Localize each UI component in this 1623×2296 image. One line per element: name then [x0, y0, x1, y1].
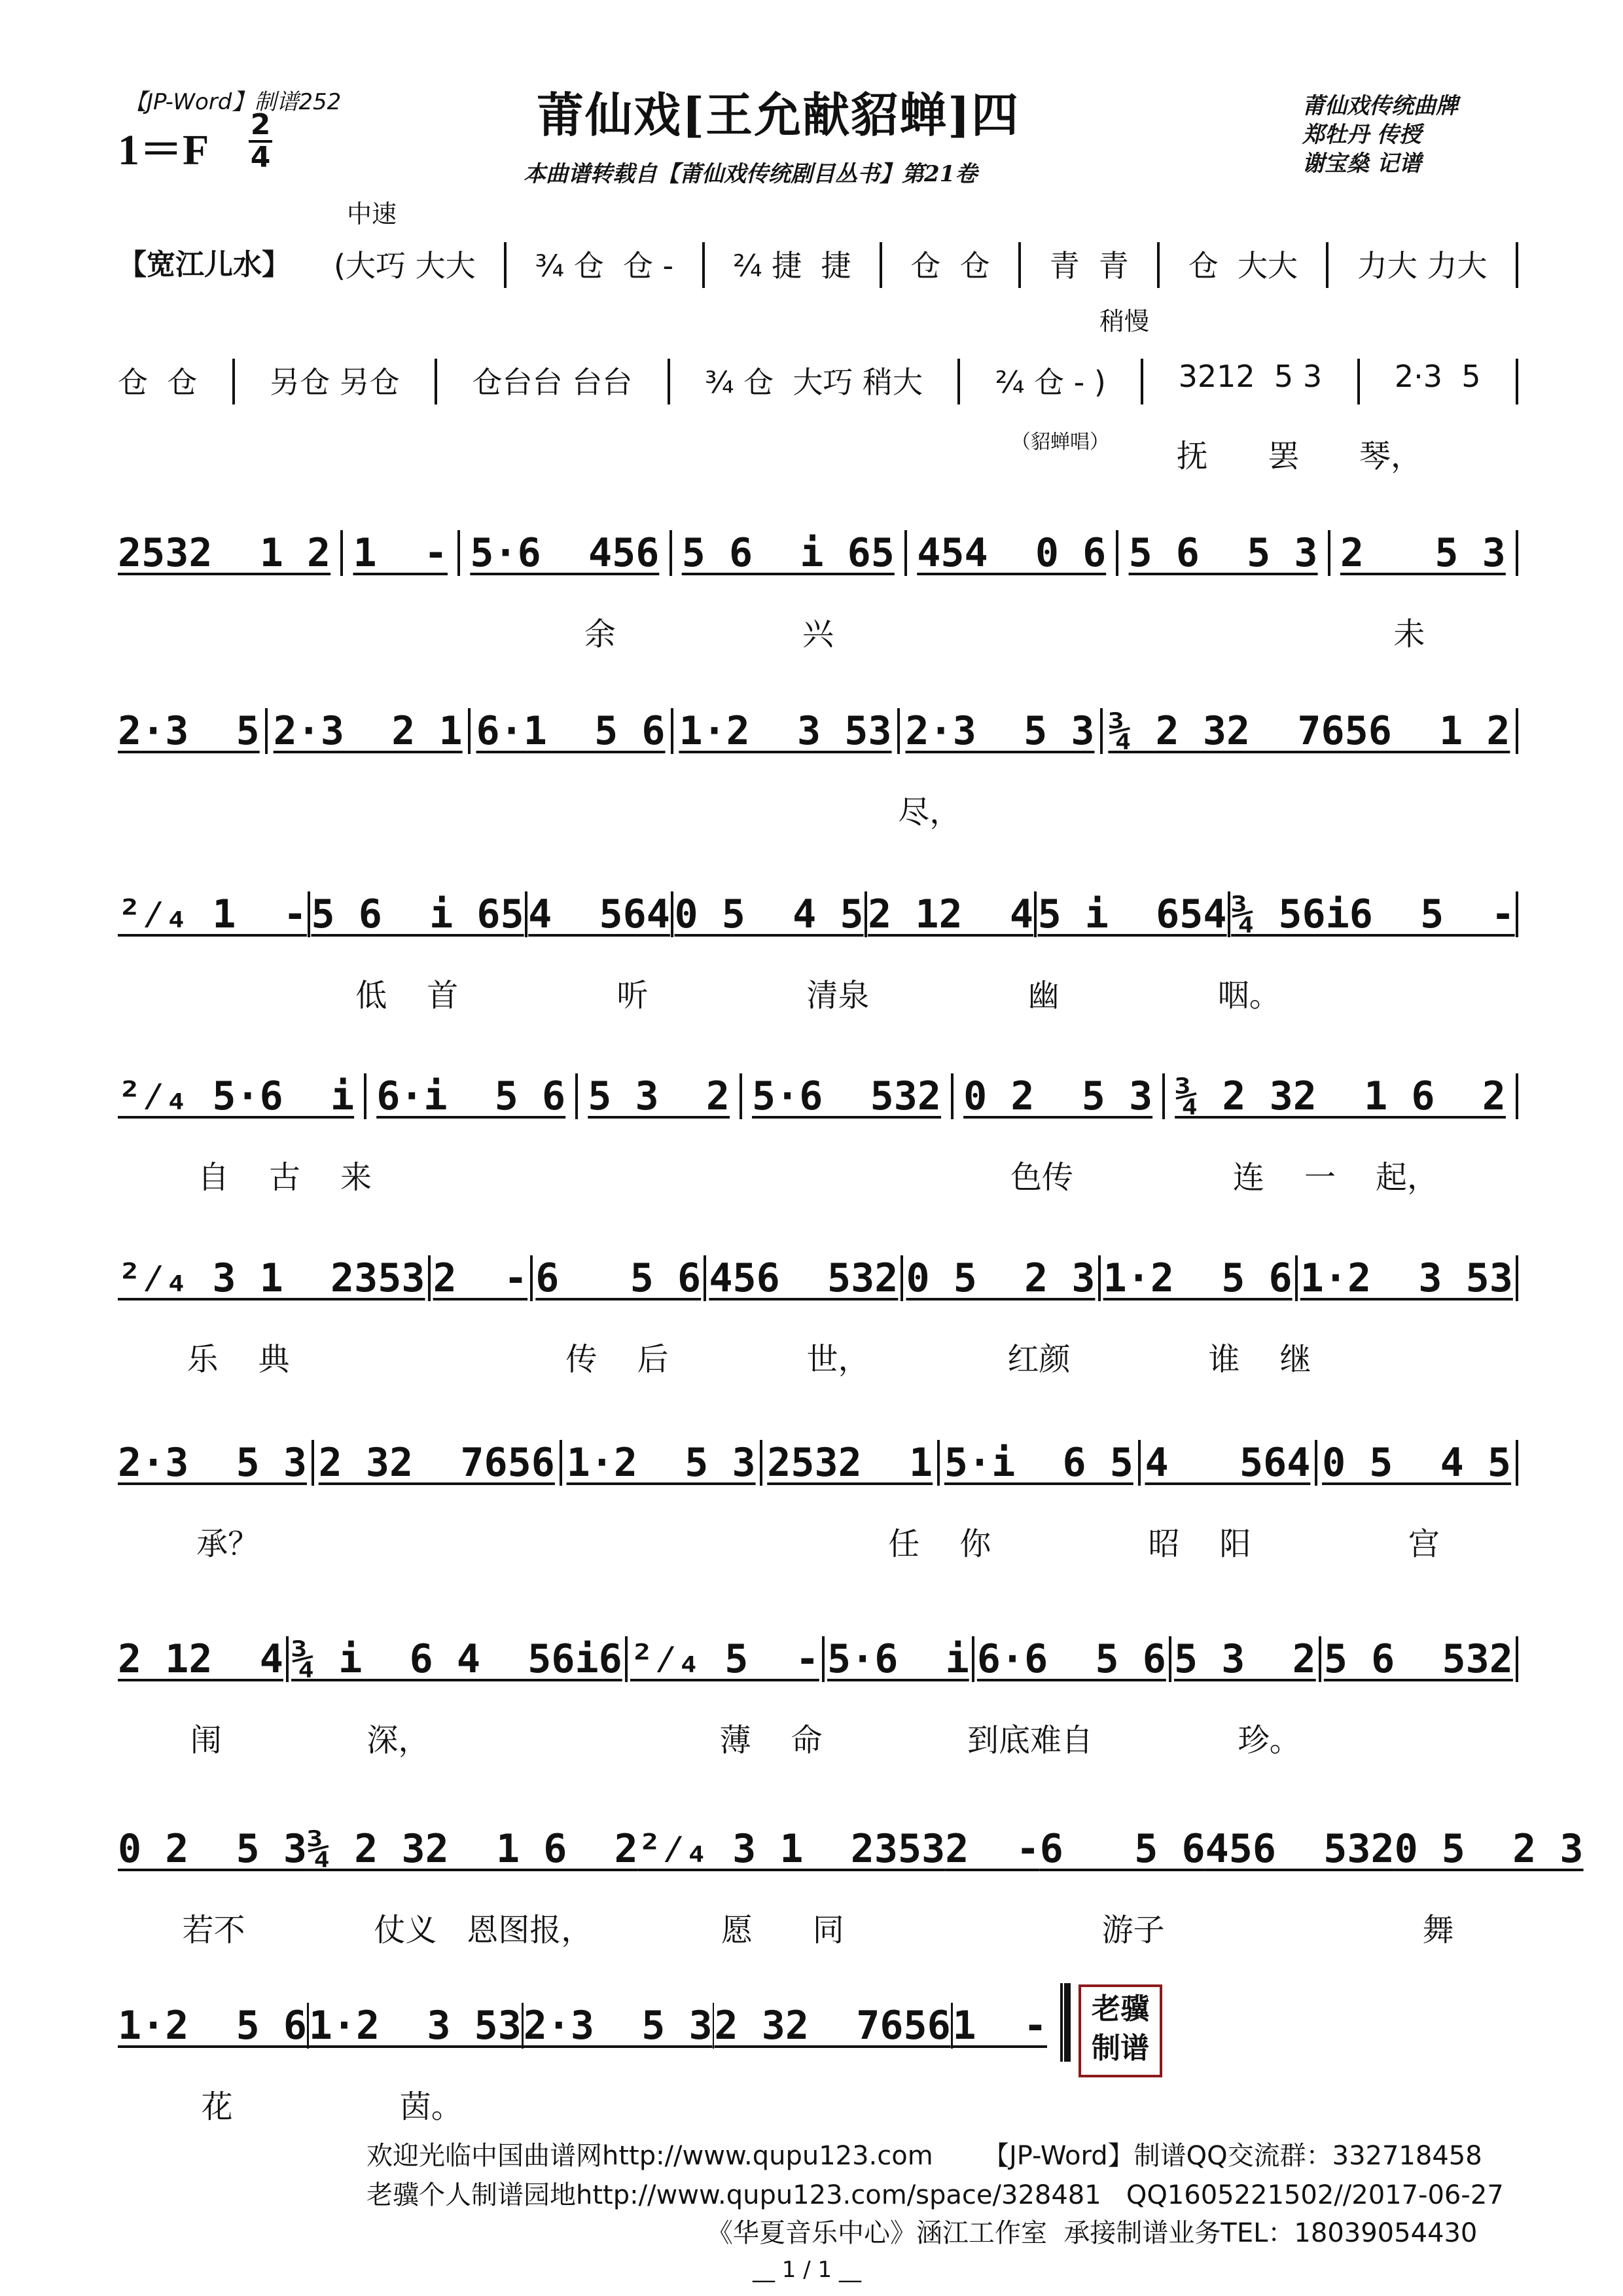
barline [822, 1636, 825, 1682]
notes-row [118, 1636, 1518, 1685]
measure: 2532 1 [767, 1440, 933, 1486]
final-barline [1060, 1983, 1071, 2062]
lyric: 兴 [802, 616, 834, 653]
barline [1138, 1440, 1141, 1486]
lyrics-row [118, 609, 1518, 654]
barline [1116, 530, 1118, 576]
barline [740, 1073, 742, 1119]
lyric: 连 一 起， [1232, 1159, 1438, 1196]
barline [504, 242, 507, 288]
measure: 2·3 5 3 [523, 2003, 713, 2049]
measure: 2 12 4 [868, 891, 1033, 937]
barline [1100, 708, 1103, 754]
measure: ²⁄₄ 3 1 2353 [118, 1255, 425, 1301]
lyrics-row [118, 1715, 1518, 1760]
barline [1315, 1440, 1317, 1486]
measure: (大巧 大大 [334, 248, 476, 283]
measure: 2532 1 2 [118, 530, 331, 576]
barline [1516, 1255, 1518, 1301]
barline [1516, 1636, 1518, 1682]
tempo-marking: 中速 [347, 200, 397, 228]
measure: 0 5 4 5 [1322, 1440, 1512, 1486]
notes-row [118, 2003, 1047, 2049]
lyrics-row [118, 2081, 1047, 2126]
measure: ¾ 2 32 7656 1 2 [1108, 708, 1510, 754]
measure: 2·3 5 3 [905, 708, 1095, 754]
measure: ¾ i 6 4 56i6 [291, 1636, 622, 1682]
measure: 仓 仓 [118, 365, 198, 400]
measure: 力大 力大 [1357, 248, 1488, 283]
maker-tag: 【JP-Word】制谱252 [124, 89, 342, 115]
measure: 5 6 i 65 [311, 891, 524, 937]
barline [265, 708, 268, 754]
barline [669, 530, 672, 576]
measure: 6·1 5 6 [476, 708, 666, 754]
measure: ¾ 仓 仓 - [535, 248, 674, 283]
measure: 5 6 i 65 [681, 530, 895, 576]
measure: 2 32 7656 [318, 1440, 555, 1486]
barline [1319, 1636, 1321, 1682]
measure: 2·3 5 [1394, 359, 1481, 394]
measure: 454 0 6 [917, 530, 1107, 576]
barline [457, 530, 460, 576]
barline [232, 359, 235, 404]
stamp-line: 制谱 [1092, 2032, 1149, 2065]
measure: 1·2 3 53 [679, 708, 892, 754]
barline [312, 1440, 314, 1486]
measure: ²⁄₄ 1 - [118, 891, 307, 937]
measure: 6·6 5 6 [976, 1636, 1166, 1682]
measure: 1·2 3 53 [308, 2003, 522, 2049]
lyric: 世， [806, 1341, 870, 1378]
barline [1034, 891, 1037, 937]
barline [1228, 891, 1230, 937]
lyric: 听 [616, 977, 649, 1014]
measure: 1·2 5 6 [118, 2003, 307, 2049]
lyrics-row [118, 1152, 1518, 1197]
measure: 5 6 5 3 [1128, 530, 1318, 576]
lyric: 珍。 [1238, 1722, 1301, 1759]
lyric: 色传 [1010, 1159, 1073, 1196]
measure: 5·6 i [827, 1636, 969, 1682]
lyric: 承？ [196, 1526, 260, 1562]
notes-row [118, 891, 1518, 940]
measure: 456 532 [1205, 1826, 1395, 1872]
measure: 0 5 4 5 [674, 891, 864, 937]
measure: 1·2 5 3 [566, 1440, 756, 1486]
notes-row [118, 1073, 1518, 1122]
credit-line: 郑牡丹 传授 [1302, 122, 1421, 148]
notes-row [334, 242, 1518, 288]
lyric: 乐 典 [187, 1341, 290, 1378]
footer-line: 欢迎光临中国曲谱网http://www.qupu123.com 【JP-Word】制谱QQ交流群：332718458 [366, 2141, 1482, 2171]
barline [286, 1636, 289, 1682]
page-title: 莆仙戏[王允献貂蝉]四 [537, 87, 1020, 143]
lyric: 到底难自 [967, 1722, 1094, 1759]
lyrics-row [118, 431, 1518, 476]
page-number: __ 1 / 1 __ [753, 2257, 861, 2283]
lyric: 咽。 [1217, 977, 1281, 1014]
notes-row [118, 1440, 1518, 1486]
barline [1018, 242, 1021, 288]
barline [435, 359, 437, 404]
barline [1162, 1073, 1165, 1119]
measure: 3212 5 3 [1178, 359, 1323, 394]
maker-stamp [1079, 1984, 1162, 2077]
barline [1357, 359, 1360, 404]
barline [904, 530, 907, 576]
measure: 4 564 [528, 891, 670, 937]
measure: 2 - [945, 1826, 1040, 1872]
barline [575, 1073, 578, 1119]
lyric: 闱 [190, 1722, 222, 1759]
source-note: 本曲谱转载自【莆仙戏传统剧目丛书】第21卷 [524, 161, 978, 187]
measure: ²⁄₄ 仓 - ) [995, 365, 1106, 400]
barline [897, 708, 900, 754]
barline [1326, 242, 1329, 288]
lyric: 游子 [1101, 1912, 1165, 1948]
meter-top: 2 [250, 108, 271, 141]
barline [428, 1255, 431, 1301]
barline [1098, 1255, 1101, 1301]
measure: 2·3 5 [118, 708, 260, 754]
measure: 2·3 2 1 [273, 708, 463, 754]
measure: 1·2 3 53 [1300, 1255, 1513, 1301]
measure: 0 2 5 3 [118, 1826, 307, 1872]
notes-row [118, 1255, 1518, 1304]
barline [865, 891, 867, 937]
barline [308, 891, 310, 937]
barline [340, 530, 343, 576]
barline [1157, 242, 1160, 288]
lyric: 茵。 [399, 2089, 463, 2125]
credit-line: 莆仙戏传统曲牌 [1302, 93, 1458, 119]
barline [468, 708, 471, 754]
barline [1141, 359, 1143, 404]
barline [625, 1636, 628, 1682]
time-signature [247, 110, 274, 173]
stamp-line: 老骥 [1092, 1992, 1149, 2026]
measure: 2·3 5 3 [118, 1440, 307, 1486]
barline [880, 242, 882, 288]
lyric: 传 后 [565, 1341, 669, 1378]
credits [1302, 92, 1525, 178]
measure: 1·2 5 6 [1103, 1255, 1293, 1301]
qupai-label: 【宽江儿水】 [118, 248, 291, 281]
lyric: 花 [201, 2089, 233, 2125]
measure: 5 i 654 [1037, 891, 1227, 937]
measure: ¾ 仓 大巧 稍大 [704, 365, 923, 400]
measure: 2 12 4 [118, 1636, 283, 1682]
measure: 6 5 6 [535, 1255, 702, 1301]
barline [704, 1255, 706, 1301]
notes-row [118, 359, 1518, 404]
footer-line: 老骥个人制谱园地http://www.qupu123.com/space/328481 QQ1605221502//2017-06-27 [366, 2180, 1504, 2210]
barline [1516, 1440, 1518, 1486]
notes-row [118, 530, 1518, 576]
measure: ¾ 2 32 1 6 2 [306, 1826, 638, 1872]
measure: ²⁄₄ 捷 捷 [733, 248, 851, 283]
measure: 5·i 6 5 [944, 1440, 1133, 1486]
lyric: 愿 同 [721, 1912, 844, 1948]
measure: 456 532 [709, 1255, 899, 1301]
lyrics-row [118, 787, 1518, 832]
barline [671, 891, 673, 937]
key-signature: 1＝F [118, 126, 209, 174]
lyric: 红颜 [1007, 1341, 1071, 1378]
barline [1516, 359, 1518, 404]
credit-line: 谢宝燊 记谱 [1302, 151, 1421, 177]
measure: 0 5 2 3 [1394, 1826, 1584, 1872]
measure: 0 2 5 3 [963, 1073, 1153, 1119]
measure: 另仓 另仓 [270, 365, 400, 400]
notes-row [118, 1826, 1584, 1874]
barline [1169, 1636, 1171, 1682]
barline [560, 1440, 562, 1486]
lyric: 清泉 [806, 977, 870, 1014]
barline [972, 1636, 974, 1682]
barline [1516, 708, 1518, 754]
barline [957, 359, 960, 404]
measure: 5 3 2 [1174, 1636, 1316, 1682]
barline [1516, 242, 1518, 288]
measure: 6·i 5 6 [376, 1073, 566, 1119]
measure: ¾ 2 32 1 6 2 [1175, 1073, 1506, 1119]
barline [1516, 530, 1518, 576]
lyrics-row [118, 970, 1518, 1015]
meter-bottom: 4 [250, 141, 271, 174]
tempo-marking: 稍慢 [1099, 307, 1150, 336]
lyric: 仗义 恩图报， [374, 1912, 593, 1948]
lyric: 舞 [1422, 1912, 1454, 1948]
measure: ²⁄₄ 5·6 i [118, 1073, 355, 1119]
lyric: 若不 [182, 1912, 245, 1948]
measure: 5·6 532 [752, 1073, 942, 1119]
lyric: 自 古 来 [197, 1159, 372, 1196]
barline [530, 1255, 533, 1301]
measure: 6 5 6 [1039, 1826, 1205, 1872]
lyric: 低 首 [355, 977, 459, 1014]
barline [1295, 1255, 1298, 1301]
barline [760, 1440, 762, 1486]
lyrics-row [118, 1334, 1518, 1379]
barline [1328, 530, 1330, 576]
measure: ²⁄₄ 3 1 2353 [637, 1826, 946, 1872]
barline [1516, 1073, 1518, 1119]
lyric: 幽 [1027, 977, 1060, 1014]
measure: 仓 仓 [910, 248, 990, 283]
barline [901, 1255, 903, 1301]
measure: 仓台台 台台 [472, 365, 633, 400]
measure: ¾ 56i6 5 - [1231, 891, 1515, 937]
barline [671, 708, 673, 754]
lyric: 薄 命 [719, 1722, 823, 1759]
measure: 2 5 3 [1340, 530, 1506, 576]
barline [937, 1440, 940, 1486]
barline [525, 891, 527, 937]
lyric: 宫 [1408, 1526, 1440, 1562]
lyric: 余 [584, 616, 616, 653]
measure: 0 5 2 3 [906, 1255, 1096, 1301]
singer-label: （貂蝉唱） [1011, 431, 1109, 454]
barline [364, 1073, 366, 1119]
measure: 5 3 2 [588, 1073, 730, 1119]
footer-line: 《华夏音乐中心》涵江工作室 承接制谱业务TEL：18039054430 [707, 2218, 1478, 2248]
lyrics-row [118, 1518, 1518, 1564]
measure: 1 - [952, 2003, 1047, 2049]
lyric: 抚 罢 琴， [1176, 438, 1422, 475]
measure: 4 564 [1145, 1440, 1311, 1486]
barline [1516, 891, 1518, 937]
measure: ²⁄₄ 5 - [630, 1636, 819, 1682]
measure: 5·6 456 [470, 530, 660, 576]
lyric: 深， [366, 1722, 430, 1759]
measure: 5 6 532 [1323, 1636, 1513, 1682]
measure: 青 青 [1049, 248, 1129, 283]
measure: 2 - [433, 1255, 528, 1301]
barline [702, 242, 705, 288]
measure: 2 32 7656 [714, 2003, 951, 2049]
lyric: 未 [1393, 616, 1425, 653]
barline [951, 1073, 954, 1119]
barline [668, 359, 670, 404]
lyric: 昭 阳 [1148, 1526, 1251, 1562]
lyrics-row [118, 1905, 1518, 1950]
measure: 仓 大大 [1188, 248, 1298, 283]
lyric: 任 你 [888, 1526, 991, 1562]
notes-row [118, 708, 1518, 754]
lyric: 尽， [898, 794, 961, 831]
measure: 1 - [353, 530, 448, 576]
lyric: 谁 继 [1208, 1341, 1311, 1378]
